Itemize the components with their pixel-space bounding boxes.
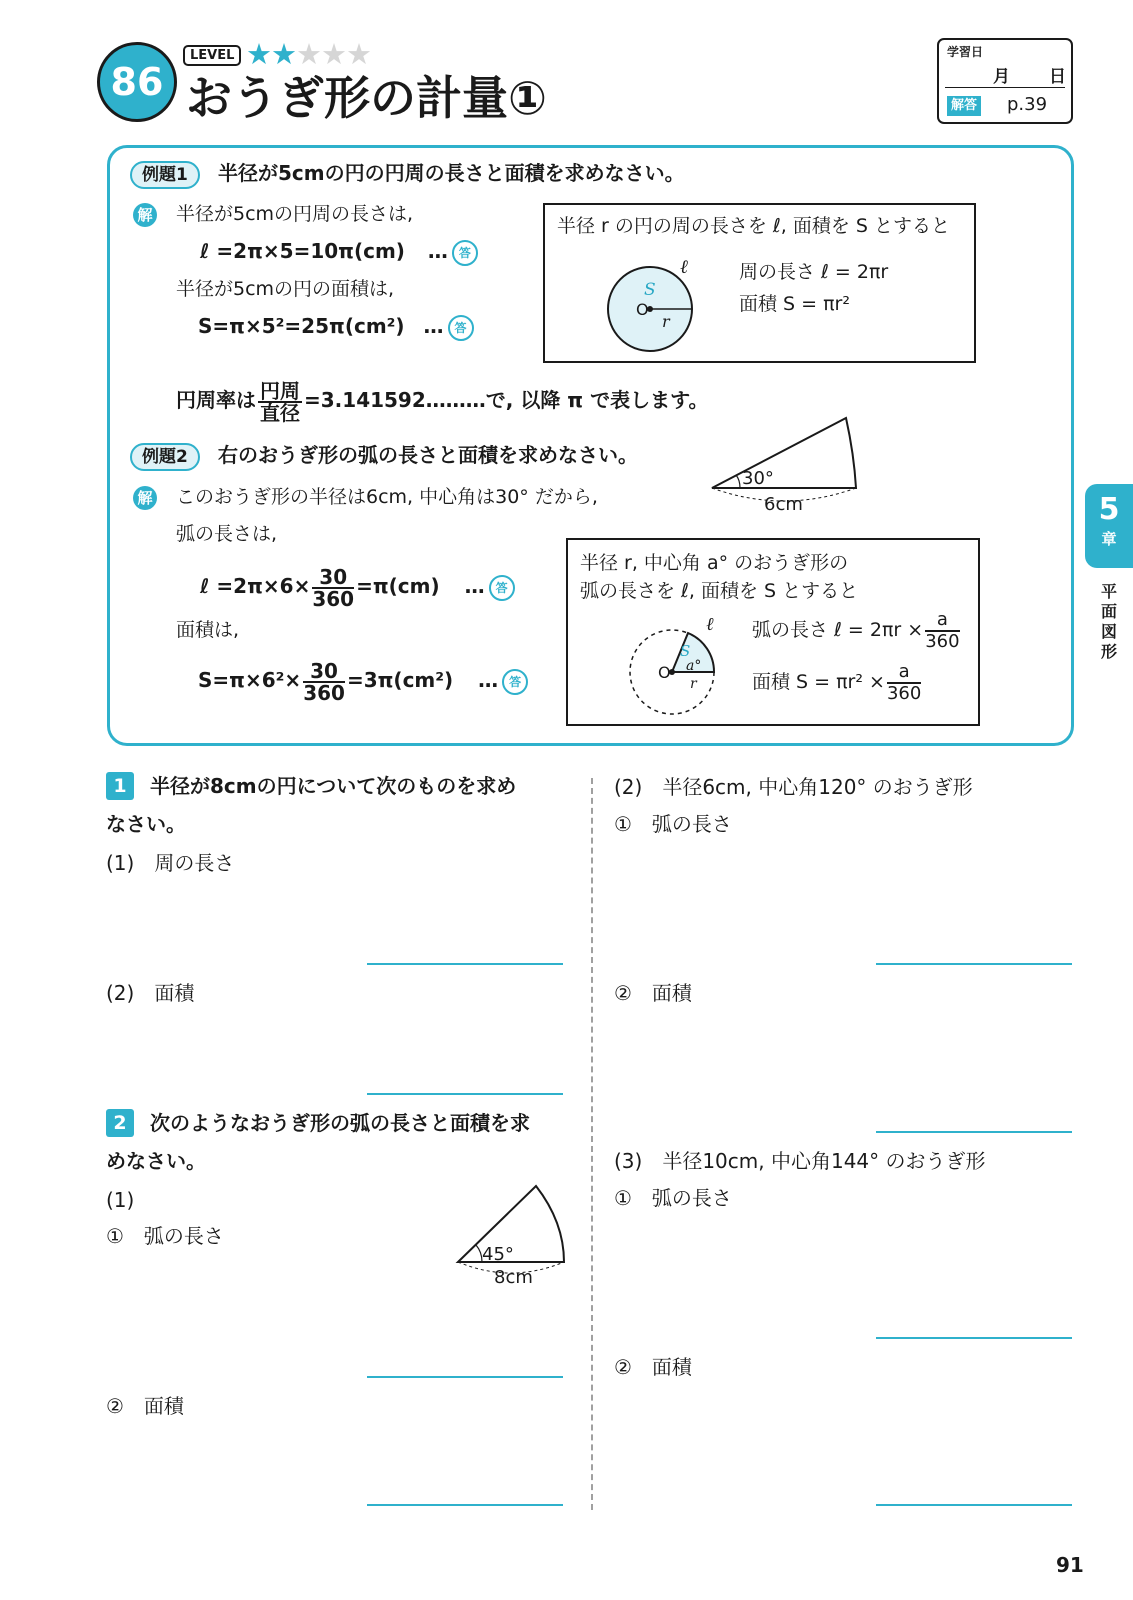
lesson-number-badge: 86 (97, 42, 177, 122)
right-part2-heading: (2) 半径6cm, 中心角120° のおうぎ形 (614, 775, 973, 799)
sector-area-formula (752, 660, 923, 704)
example2-question: 右のおうぎ形の弧の長さと面積を求めなさい。 (218, 443, 638, 467)
answer-badge: 解答 (947, 96, 981, 116)
answer-page: p.39 (1007, 94, 1048, 115)
arc-label: ℓ (706, 614, 714, 635)
angle-label: a° (686, 658, 702, 674)
eq1-text: ℓ =2π×5=10π(cm) (200, 239, 405, 263)
ellipsis: … (478, 668, 499, 692)
area-frac-num: a (887, 662, 921, 684)
eq2-fraction (303, 658, 345, 705)
column-divider (591, 778, 593, 1510)
pi-note-prefix: 円周率は (176, 388, 256, 412)
answer-line[interactable] (876, 1504, 1072, 1506)
chapter-label: 章 (1101, 530, 1117, 548)
ellipsis: … (427, 239, 448, 263)
arc-fraction (925, 610, 959, 652)
level-stars (246, 38, 371, 70)
arc-frac-den: 360 (925, 630, 960, 652)
example2-line1: このおうぎ形の半径は6cm, 中心角は30° だから, (176, 486, 598, 508)
example1-line1: 半径が5cmの円周の長さは, (176, 203, 414, 225)
circle-area-formula: 面積 S = πr² (739, 293, 850, 315)
ellipsis: … (423, 314, 444, 338)
center-label: O (636, 300, 649, 319)
radius-label: r (690, 676, 697, 692)
star-icon: ★ (246, 37, 271, 71)
example1-line2: 半径が5cmの円の面積は, (176, 278, 395, 300)
example2-line3: 面積は, (176, 619, 240, 641)
pi-denominator: 直径 (260, 400, 300, 425)
right-part3-arc: ① 弧の長さ (614, 1186, 732, 1210)
center-label: O (658, 663, 671, 682)
sector-box-heading1: 半径 r, 中心角 a° のおうぎ形の (580, 552, 849, 574)
chapter-number: 5 (1098, 492, 1120, 527)
circle-box-heading: 半径 r の円の周の長さを ℓ, 面積を S とすると (557, 215, 950, 237)
star-empty-icon: ★ (321, 37, 346, 71)
ellipsis: … (464, 574, 485, 598)
eq1-right: =π(cm) (356, 574, 440, 598)
eq2-right: =3π(cm²) (346, 668, 454, 692)
example2-eq1 (200, 562, 515, 610)
question2-arc-item: ① 弧の長さ (106, 1224, 224, 1248)
question1-text-line1: 半径が8cmの円について次のものを求め (150, 774, 517, 798)
month-label: 月 (993, 67, 1010, 87)
question2-sector-diagram (452, 1180, 572, 1290)
answer-line[interactable] (876, 1131, 1072, 1133)
eq1-fraction (312, 564, 355, 611)
question1-sub1: (1) 周の長さ (106, 851, 235, 875)
question2-number: 2 (106, 1109, 134, 1137)
pi-numerator: 円周 (260, 378, 300, 403)
pi-note-suffix: =3.141592………で, 以降 π で表します。 (304, 388, 709, 412)
eq1-left: ℓ =2π×6× (200, 574, 311, 598)
example1-eq2 (198, 313, 474, 341)
circle-circumference-formula: 周の長さ ℓ = 2πr (739, 261, 889, 283)
sector-box-heading2: 弧の長さを ℓ, 面積を S とすると (580, 580, 859, 602)
area-formula-prefix: 面積 S = πr² × (752, 671, 885, 693)
sector-angle-label: 30° (742, 468, 774, 489)
question2-part1: (1) (106, 1188, 135, 1212)
answer-mark-icon: 答 (502, 669, 528, 695)
eq1-num: 30 (312, 567, 354, 589)
area-frac-den: 360 (886, 682, 922, 704)
answer-line[interactable] (367, 1376, 563, 1378)
question1-text-line2: なさい。 (106, 812, 186, 836)
answer-line[interactable] (367, 1504, 563, 1506)
solution-badge: 解 (133, 203, 157, 227)
answer-line[interactable] (876, 963, 1072, 965)
star-empty-icon: ★ (346, 37, 371, 71)
right-part3-area: ② 面積 (614, 1355, 692, 1379)
example2-line2: 弧の長さは, (176, 523, 278, 545)
study-date-box (937, 38, 1073, 124)
study-date-label: 学習日 (947, 45, 984, 59)
pi-note (176, 376, 708, 424)
day-label: 日 (1049, 67, 1066, 87)
radius-label: r (662, 312, 670, 331)
right-part3-heading: (3) 半径10cm, 中心角144° のおうぎ形 (614, 1149, 986, 1173)
eq2-text: S=π×5²=25π(cm²) (198, 314, 405, 338)
sector-formula-box (566, 538, 980, 726)
sector-radius-label: 6cm (764, 494, 803, 515)
chapter-title-vertical: 平面図形 (1100, 582, 1117, 661)
page-number: 91 (1056, 1553, 1084, 1577)
arc-label: ℓ (680, 256, 688, 278)
area-fraction (887, 662, 921, 704)
question2-area-item: ② 面積 (106, 1394, 184, 1418)
eq2-left: S=π×6²× (198, 668, 302, 692)
sector-radius-label: 8cm (494, 1267, 533, 1288)
pi-fraction (258, 378, 302, 425)
answer-line[interactable] (367, 963, 563, 965)
page-title: おうぎ形の計量① (186, 71, 547, 125)
sector-arc-formula (752, 608, 962, 652)
example2-sector-diagram (700, 410, 870, 520)
star-empty-icon: ★ (296, 37, 321, 71)
answer-mark-icon: 答 (452, 240, 478, 266)
arc-frac-num: a (925, 610, 959, 632)
example1-eq1 (200, 238, 478, 266)
question1-number: 1 (106, 772, 134, 800)
circle-formula-box (543, 203, 976, 363)
answer-line[interactable] (876, 1337, 1072, 1339)
eq2-num: 30 (303, 661, 345, 683)
circle-diagram (600, 245, 710, 355)
sector-angle-label: 45° (482, 1244, 514, 1265)
arc-formula-prefix: 弧の長さ ℓ = 2πr × (752, 619, 924, 641)
chapter-tab (1085, 484, 1133, 568)
example2-label: 例題2 (130, 443, 200, 471)
solution-badge: 解 (133, 486, 157, 510)
question1-sub2: (2) 面積 (106, 981, 195, 1005)
eq1-den: 360 (312, 586, 355, 611)
sector-shape (712, 418, 856, 488)
question2-text-line2: めなさい。 (106, 1149, 206, 1173)
right-part2-area: ② 面積 (614, 981, 692, 1005)
example2-eq2 (198, 656, 528, 704)
sector-formula-diagram (620, 608, 740, 720)
answer-mark-icon: 答 (489, 575, 515, 601)
area-label: S (644, 280, 656, 300)
question2-text-line1: 次のようなおうぎ形の弧の長さと面積を求 (150, 1111, 530, 1135)
area-label: S (680, 642, 691, 660)
eq2-den: 360 (303, 680, 345, 705)
example1-label: 例題1 (130, 161, 200, 189)
level-label: LEVEL (183, 45, 241, 66)
example1-question: 半径が5cmの円の円周の長さと面積を求めなさい。 (218, 161, 685, 185)
answer-mark-icon: 答 (448, 315, 474, 341)
answer-line[interactable] (367, 1093, 563, 1095)
right-part2-arc: ① 弧の長さ (614, 812, 732, 836)
star-icon: ★ (271, 37, 296, 71)
